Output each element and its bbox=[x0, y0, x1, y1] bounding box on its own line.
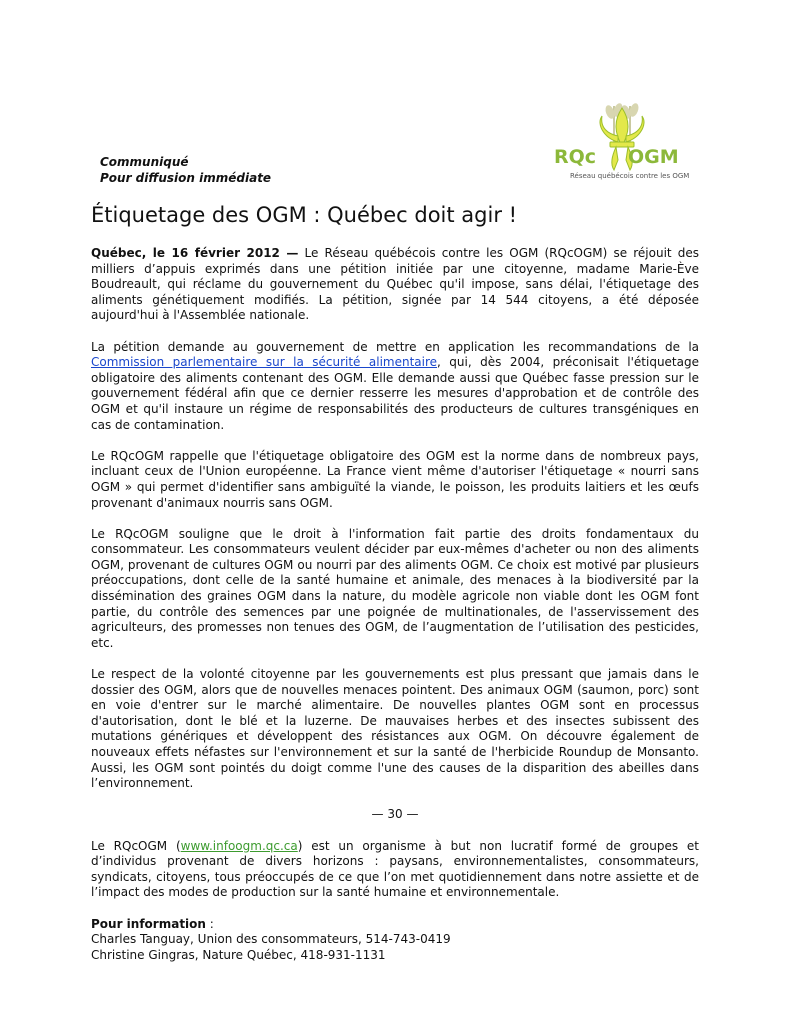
contact-line-2: Christine Gingras, Nature Québec, 418-931-1131 bbox=[91, 947, 386, 962]
logo-tagline: Réseau québécois contre les OGM bbox=[570, 172, 690, 180]
paragraph-petition bbox=[91, 340, 699, 434]
notice-communique: Communiqué bbox=[100, 155, 189, 169]
contact-heading bbox=[91, 917, 699, 933]
dateline: Québec, le 16 février 2012 — bbox=[91, 246, 299, 260]
paragraph-about bbox=[91, 839, 699, 901]
logo-text-right: OGM bbox=[628, 146, 679, 168]
release-notice bbox=[100, 154, 271, 186]
paragraph-right-to-information: Le RQcOGM souligne que le droit à l'information fait partie des droits fondamentaux du consommateur. Les consommateurs veulent décider par eux-mêmes d'acheter ou non des aliments OGM, provenant de cultures OGM ou nourri par des aliments OGM. Ce choix est motivé par plusieurs préoccupations, dont celle de la santé humaine et animale, des menaces à la biodiversité par la dissémination des graines OGM dans la nature, du modèle agricole non viable dont les OGM font partie, du contrôle des semences par une poignée de multinationales, de l'asservissement des agriculteurs, des promesses non tenues des OGM, de l’augmentation de l’utilisation des pesticides, etc. bbox=[91, 526, 699, 650]
contact-line-1: Charles Tanguay, Union des consommateurs, 514-743-0419 bbox=[91, 932, 451, 947]
petition-text-after: , qui, dès 2004, préconisait l'étiquetage obligatoire des aliments contenant des OGM. Elle demande aussi que Québec fasse pression sur le gouvernement fédéral afin que ce dernier resserre les mesures d'approbation et de contrôle des OGM et qu'il instaure un régime de responsabilités des producteurs de cultures transgéniques en cas de contamination. bbox=[91, 355, 699, 432]
logo-text-left: RQc bbox=[554, 146, 597, 168]
intro-text: Le Réseau québécois contre les OGM (RQcOGM) se réjouit des milliers d’appuis exprimés dans une pétition initiée par une citoyenne, madame Marie-Ève Boudreault, qui réclame du gouvernement du Québec qu'il impose, sans délai, l'étiquetage des aliments génétiquement modifiés. La pétition, signée par 14 544 citoyens, a été déposée aujourd'hui à l'Assemblée nationale. bbox=[91, 246, 699, 323]
website-link[interactable]: www.infoogm.qc.ca bbox=[180, 838, 298, 853]
petition-text-before: La pétition demande au gouvernement de mettre en application les recommandations de la bbox=[91, 339, 699, 354]
press-release-body bbox=[91, 246, 699, 963]
paragraph-intro bbox=[91, 246, 699, 324]
contact-label: Pour information bbox=[91, 916, 206, 931]
about-text-before: Le RQcOGM ( bbox=[91, 838, 181, 853]
rqcogm-logo bbox=[552, 98, 692, 188]
paragraph-new-threats: Le respect de la volonté citoyenne par les gouvernements est plus pressant que jamais dans le dossier des OGM, alors que de nouvelles menaces pointent. Des animaux OGM (saumon, porc) sont en voie d'entrer sur le marché alimentaire. De nouvelles plantes OGM sont en processus d'autorisation, dont le blé et la luzerne. De mauvaises herbes et des insectes subissent des mutations génériques et développent des résistances aux OGM. On découvre également de nouveaux effets néfastes sur l'environnement et sur la santé de l'herbicide Roundup de Monsanto. Aussi, les OGM sont pointés du doigt comme l'une des causes de la disparition des abeilles dans l’environnement. bbox=[91, 667, 699, 791]
contact-block bbox=[91, 917, 699, 964]
page-title: Étiquetage des OGM : Québec doit agir ! bbox=[91, 203, 518, 227]
about-text-after: ) est un organisme à but non lucratif formé de groupes et d’individus provenant de divers horizons : paysans, environnementalistes, consommateurs, syndicats, citoyens, tous préoccupés de ce que l’on met quotidiennement dans notre assiette et de l’impact des modes de production sur la santé humaine et environnementale. bbox=[91, 838, 699, 900]
notice-immediate-release: Pour diffusion immédiate bbox=[100, 171, 272, 185]
commission-link[interactable]: Commission parlementaire sur la sécurité alimentaire bbox=[91, 355, 438, 370]
contact-label-suffix: : bbox=[205, 916, 214, 931]
paragraph-labeling-norm: Le RQcOGM rappelle que l'étiquetage obligatoire des OGM est la norme dans de nombreux pays, incluant ceux de l'Union européenne. La France vient même d'autoriser l'étiquetage « nourri sans OGM » qui permet d'identifier sans ambiguïté la viande, le poisson, les produits laitiers et les œufs provenant d'animaux nourris sans OGM. bbox=[91, 448, 699, 510]
end-marker: — 30 — bbox=[371, 807, 419, 822]
